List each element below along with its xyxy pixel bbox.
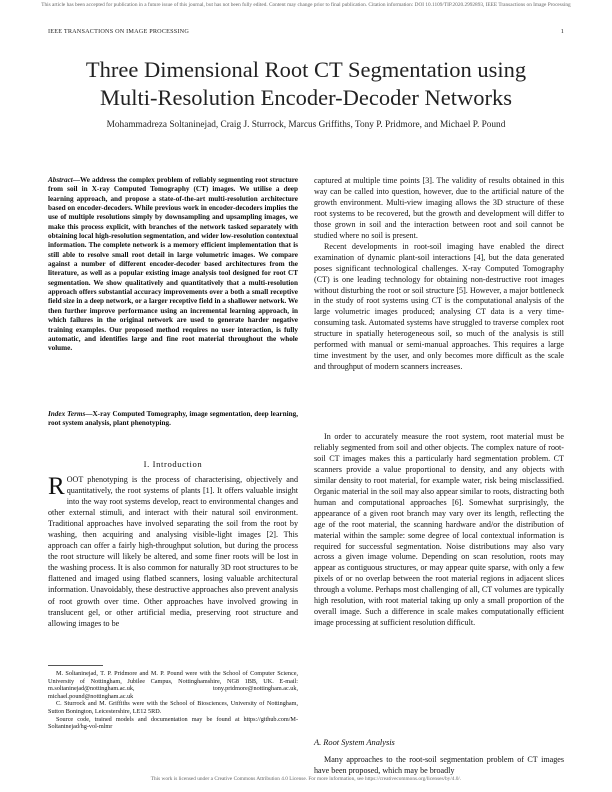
- footnotes: [48, 670, 298, 731]
- license-note: This work is licensed under a Creative Commons Attribution 4.0 License. For more information, see https://creativecommons.org/licenses/by/4.0/.: [150, 776, 462, 782]
- paragraph-segmentation-challenges: In order to accurately measure the root system, root material must be reliably segmented from soil and other objects. The complex nature of root-soil CT images makes this a particularly hard segmentation problem. CT scanners provide a value proportional to density, and any objects with similar density to root material, for example water, risk being misclassified. Organic material in the soil may also appear similar to roots, distracting both human and computational approaches [6]. Somewhat surprisingly, the appearance of a given root branch may vary over its length, reflecting the age of the root material, the scanning hardware and/or the distribution of material within the sample: some degree of local contextual information is required for successful segmentation. Noise distributions may also vary across a given image volume. Depending on scan resolution, roots may appear as contiguous structures, or may appear quite sparse, with only a few pixels of or no overlap between the root material regions in adjacent slices through a volume. Perhaps most challenging of all, CT volumes are typically high resolution, with root material taking up only a small proportion of the overall image. Such a difference in scale makes computationally efficient image processing at sufficient resolution difficult.: [314, 432, 564, 628]
- paragraph-continued: captured at multiple time points [3]. The validity of results obtained in this way can be called into question, however, due to the artificial nature of the growth environment. Multi-view imaging allows the 3D structure of these root systems to be recovered, but the growth and development will differ to those grown in soil and the interaction between root and soil cannot be studied where no soil is present.: [314, 176, 564, 240]
- running-head: [48, 28, 564, 35]
- index-terms: [48, 410, 298, 429]
- index-terms-text: —X-ray Computed Tomography, image segmentation, deep learning, root system analysis, plant phenotyping.: [48, 410, 299, 428]
- subsection-heading: A. Root System Analysis: [314, 738, 395, 747]
- drop-cap: R: [48, 473, 65, 500]
- author-list: Mohammadreza Soltaninejad, Craig J. Sturrock, Marcus Griffiths, Tony P. Pridmore, and Michael P. Pound: [106, 120, 506, 130]
- footnote-rule: [48, 665, 103, 666]
- section-heading-introduction: I. Introduction: [143, 459, 203, 469]
- introduction-paragraph: [48, 474, 298, 629]
- journal-name: IEEE TRANSACTIONS ON IMAGE PROCESSING: [48, 28, 190, 35]
- right-column-middle: [314, 432, 564, 629]
- publication-note: This article has been accepted for publication in a future issue of this journal, but has not been fully edited. Content may change prior to final publication. Citation information: DOI 10.1109/TIP.2020.2992893, IEEE Transactions on Image Processing: [41, 2, 571, 8]
- index-terms-label: Index Terms: [48, 410, 86, 418]
- title-line-1: Three Dimensional Root CT Segmentation using: [85, 57, 527, 82]
- right-column-top: [314, 176, 564, 373]
- paragraph-root-analysis: Many approaches to the root-soil segmentation problem of CT images have been proposed, which may be broadly: [314, 755, 564, 776]
- footnote-affiliation-1: M. Soltaninejad, T. P. Pridmore and M. P. Pound were with the School of Computer Science, University of Nottingham, Jubilee Campus, Nottinghamshire, NG8 1BB, UK. E-mail: m.soltaninejad@nottingham.ac.uk, tony.pridmore@nottingham.ac.uk, michael.pound@nottingham.ac.uk: [48, 670, 298, 700]
- abstract-label: Abstract: [48, 176, 73, 184]
- title-line-2: Multi-Resolution Encoder-Decoder Networks: [100, 85, 512, 110]
- paper-title: [40, 56, 572, 112]
- page-number: 1: [560, 28, 564, 35]
- right-column-bottom: [314, 754, 564, 776]
- footnote-affiliation-2: C. Sturrock and M. Griffiths were with the School of Biosciences, University of Nottingham, Sutton Bonington, Leicestershire, LE12 5RD.: [48, 700, 298, 715]
- footnote-source-code: Source code, trained models and documentation may be found at https://github.com/M-Soltaninejad/hg-vol-mlmr: [48, 715, 298, 731]
- introduction-text: OOT phenotyping is the process of characterising, objectively and quantitatively, the root systems of plants [1]. It offers valuable insight into the way root systems develop, react to environmental changes and other external stimuli, and interact with their natural soil environment. Traditional approaches have involved separating the soil from the root by washing, then acquiring and analysing visible-light images [2]. This approach can offer a fairly high-throughput solution, but during the process the root structure will likely be altered, and some finer roots will be lost in the washing process. It is also common for naturally 3D root structures to be flattened and imaged using flatbed scanners, losing valuable architectural information. Unavoidably, these destructive approaches also prevent analysis of root growth over time. Other approaches have involved growing in translucent gel, or other artificial media, preserving root structure and allowing images to be: [48, 475, 298, 628]
- paragraph-recent-developments: Recent developments in root-soil imaging have enabled the direct examination of dynamic plant-soil interactions [4], but the data generated poses significant technological challenges. X-ray Computed Tomography (CT) is one leading technology for obtaining non-destructive root images without disturbing the root or soil structure [5]. However, a major bottleneck in the study of root systems using CT is the computational analysis of the large volumetric images produced; analysing CT data is a very time-consuming task. Automated systems have struggled to traverse complex root structure in spatially heterogeneous soil, so much of the analysis is still performed with manual or semi-manual approaches. This requires a large time investment by the user, and only becomes more difficult as the scale and throughput of modern scanners increases.: [314, 241, 564, 372]
- abstract: [48, 176, 298, 354]
- abstract-text: —We address the complex problem of reliably segmenting root structure from soil in X-ray Computed Tomography (CT) images. We utilise a deep learning approach, and propose a state-of-the-art multi-resolution architecture based on encoder-decoders. While previous work in encoder-decoders implies the use of multiple resolutions simply by downsampling and upsampling images, we make this process explicit, with branches of the network tasked separately with obtaining local high-resolution segmentation, and wider low-resolution contextual information. The complete network is a memory efficient implementation that is still able to resolve small root detail in large volumetric images. We compare against a number of different encoder-decoder based architectures from the literature, as well as a popular existing image analysis tool designed for root CT segmentation. We show qualitatively and quantitatively that a multi-resolution approach offers substantial accuracy improvements over a both a small receptive field size in a deep network, or a larger receptive field in a shallower network. We then further improve performance using an incremental learning approach, in which failures in the original network are used to generate harder negative training examples. Our proposed method requires no user interaction, is fully automatic, and identifies large and fine root material throughout the whole volume.: [48, 176, 298, 353]
